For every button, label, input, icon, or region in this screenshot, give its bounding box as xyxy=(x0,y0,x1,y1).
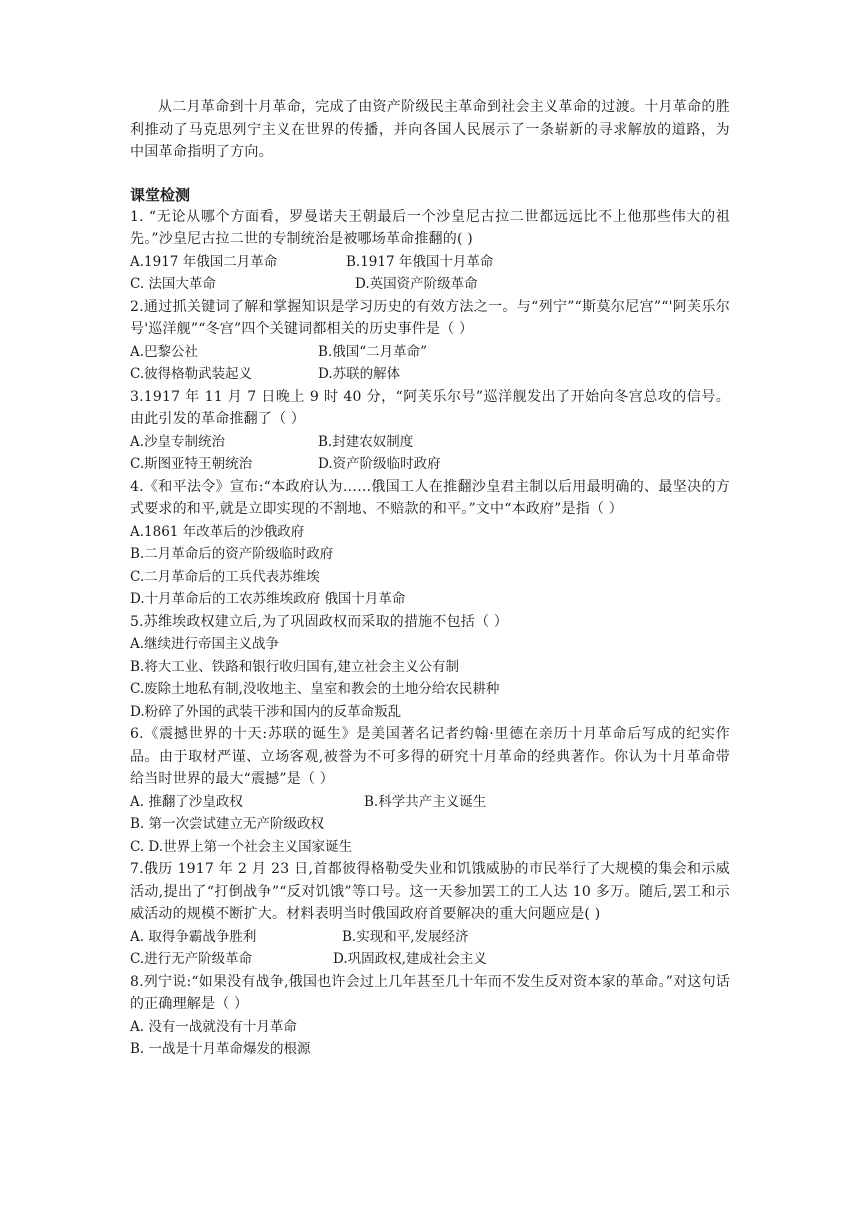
option-b: B.实现和平,发展经济 xyxy=(342,928,469,945)
question-4 xyxy=(130,476,730,611)
option-a: A.巴黎公社 xyxy=(130,343,199,360)
option-c: C.二月革命后的工兵代表苏维埃 xyxy=(130,568,320,585)
option-d: D.资产阶级临时政府 xyxy=(318,456,441,472)
option-c: C. 法国大革命 xyxy=(130,276,216,292)
option-a: A.1861 年改革后的沙俄政府 xyxy=(130,523,305,540)
option-a: A. 没有一战就没有十月革命 xyxy=(130,1018,297,1035)
question-2 xyxy=(130,296,730,386)
question-8 xyxy=(130,971,730,1061)
option-a: A.继续进行帝国主义战争 xyxy=(130,636,280,652)
option-row xyxy=(130,791,730,814)
option-row xyxy=(130,363,730,386)
option-row xyxy=(130,273,730,296)
option-row xyxy=(130,926,730,949)
option-d: D.粉碎了外国的武装干涉和国内的反革命叛乱 xyxy=(130,703,402,720)
section-title: 课堂检测 xyxy=(130,185,191,204)
option-c: C.斯图亚特王朝统治 xyxy=(130,456,253,472)
option-a: A.1917 年俄国二月革命 xyxy=(130,253,278,270)
question-6 xyxy=(130,723,730,858)
option-c: C.进行无产阶级革命 xyxy=(130,951,253,967)
question-stem: 6.《震撼世界的十天:苏联的诞生》是美国著名记者约翰·里德在亲历十月革命后写成的纪实作品。由于取材严谨、立场客观,被誉为不可多得的研究十月革命的经典著作。你认为十月革命带给当时世界的最大“震撼”是（ ） xyxy=(130,726,730,787)
option-c: C.废除土地私有制,没收地主、皇室和教会的土地分给农民耕种 xyxy=(130,681,500,697)
question-stem: 7.俄历 1917 年 2 月 23 日,首都彼得格勒受失业和饥饿威胁的市民举行了大规模的集会和示威活动,提出了“打倒战争”“反对饥饿”等口号。这一天参加罢工的工人达 10 多万。随后,罢工和示威活动的规模不断扩大。材料表明当时俄国政府首要解决的重大问题应是( ) xyxy=(130,861,730,922)
option-b: B.1917 年俄国十月革命 xyxy=(346,253,494,270)
question-5 xyxy=(130,611,730,724)
option-b: B. 一战是十月革命爆发的根源 xyxy=(130,1041,311,1057)
question-stem: 3.1917 年 11 月 7 日晚上 9 时 40 分，“阿芙乐尔号”巡洋舰发出了开始向冬宫总攻的信号。由此引发的革命推翻了（ ） xyxy=(130,388,730,427)
option-b: B.科学共产主义诞生 xyxy=(364,793,487,810)
intro-paragraph: 从二月革命到十月革命，完成了由资产阶级民主革命到社会主义革命的过渡。十月革命的胜利推动了马克思列宁主义在世界的传播，并向各国人民展示了一条崭新的寻求解放的道路，为中国革命指明了方向。 xyxy=(130,99,730,160)
question-3 xyxy=(130,386,730,476)
option-b: B.俄国“二月革命” xyxy=(318,343,428,360)
option-d: D.十月革命后的工农苏维埃政府 俄国十月革命 xyxy=(130,591,406,607)
option-row xyxy=(130,948,730,971)
option-b: B.二月革命后的资产阶级临时政府 xyxy=(130,546,334,562)
question-7 xyxy=(130,858,730,971)
question-stem: 2.通过抓关键词了解和掌握知识是学习历史的有效方法之一。与“列宁”“斯莫尔尼宫”“'阿芙乐尔号'巡洋舰”“冬宫”四个关键词都相关的历史事件是（ ） xyxy=(130,298,730,337)
option-c: B. 第一次尝试建立无产阶级政权 xyxy=(130,816,325,832)
question-stem: 1. “无论从哪个方面看，罗曼诺夫王朝最后一个沙皇尼古拉二世都远远比不上他那些伟大的祖先。”沙皇尼古拉二世的专制统治是被哪场革命推翻的( ) xyxy=(130,208,730,247)
question-stem: 5.苏维埃政权建立后,为了巩固政权而采取的措施不包括（ ） xyxy=(130,613,509,630)
option-row xyxy=(130,251,730,274)
option-b: B.封建农奴制度 xyxy=(318,433,414,450)
option-d: D.巩固政权,建成社会主义 xyxy=(333,951,487,967)
option-row xyxy=(130,431,730,454)
option-a: A.沙皇专制统治 xyxy=(130,433,226,450)
option-d: D.英国资产阶级革命 xyxy=(355,276,478,292)
option-d: C. D.世界上第一个社会主义国家诞生 xyxy=(130,838,353,855)
option-a: A. 推翻了沙皇政权 xyxy=(130,793,243,810)
option-c: C.彼得格勒武装起义 xyxy=(130,366,253,382)
question-stem: 8.列宁说:“如果没有战争,俄国也许会过上几年甚至几十年而不发生反对资本家的革命。”对这句话的正确理解是（ ） xyxy=(130,973,730,1012)
question-stem: 4.《和平法令》宣布:“本政府认为……俄国工人在推翻沙皇君主制以后用最明确的、最坚决的方式要求的和平,就是立即实现的不割地、不赔款的和平。”文中“本政府”是指（ ） xyxy=(130,478,730,517)
option-d: D.苏联的解体 xyxy=(318,366,401,382)
document-page xyxy=(130,96,730,1061)
option-b: B.将大工业、铁路和银行收归国有,建立社会主义公有制 xyxy=(130,658,460,675)
option-a: A. 取得争霸战争胜利 xyxy=(130,928,257,945)
option-row xyxy=(130,341,730,364)
option-row xyxy=(130,453,730,476)
question-1 xyxy=(130,206,730,296)
